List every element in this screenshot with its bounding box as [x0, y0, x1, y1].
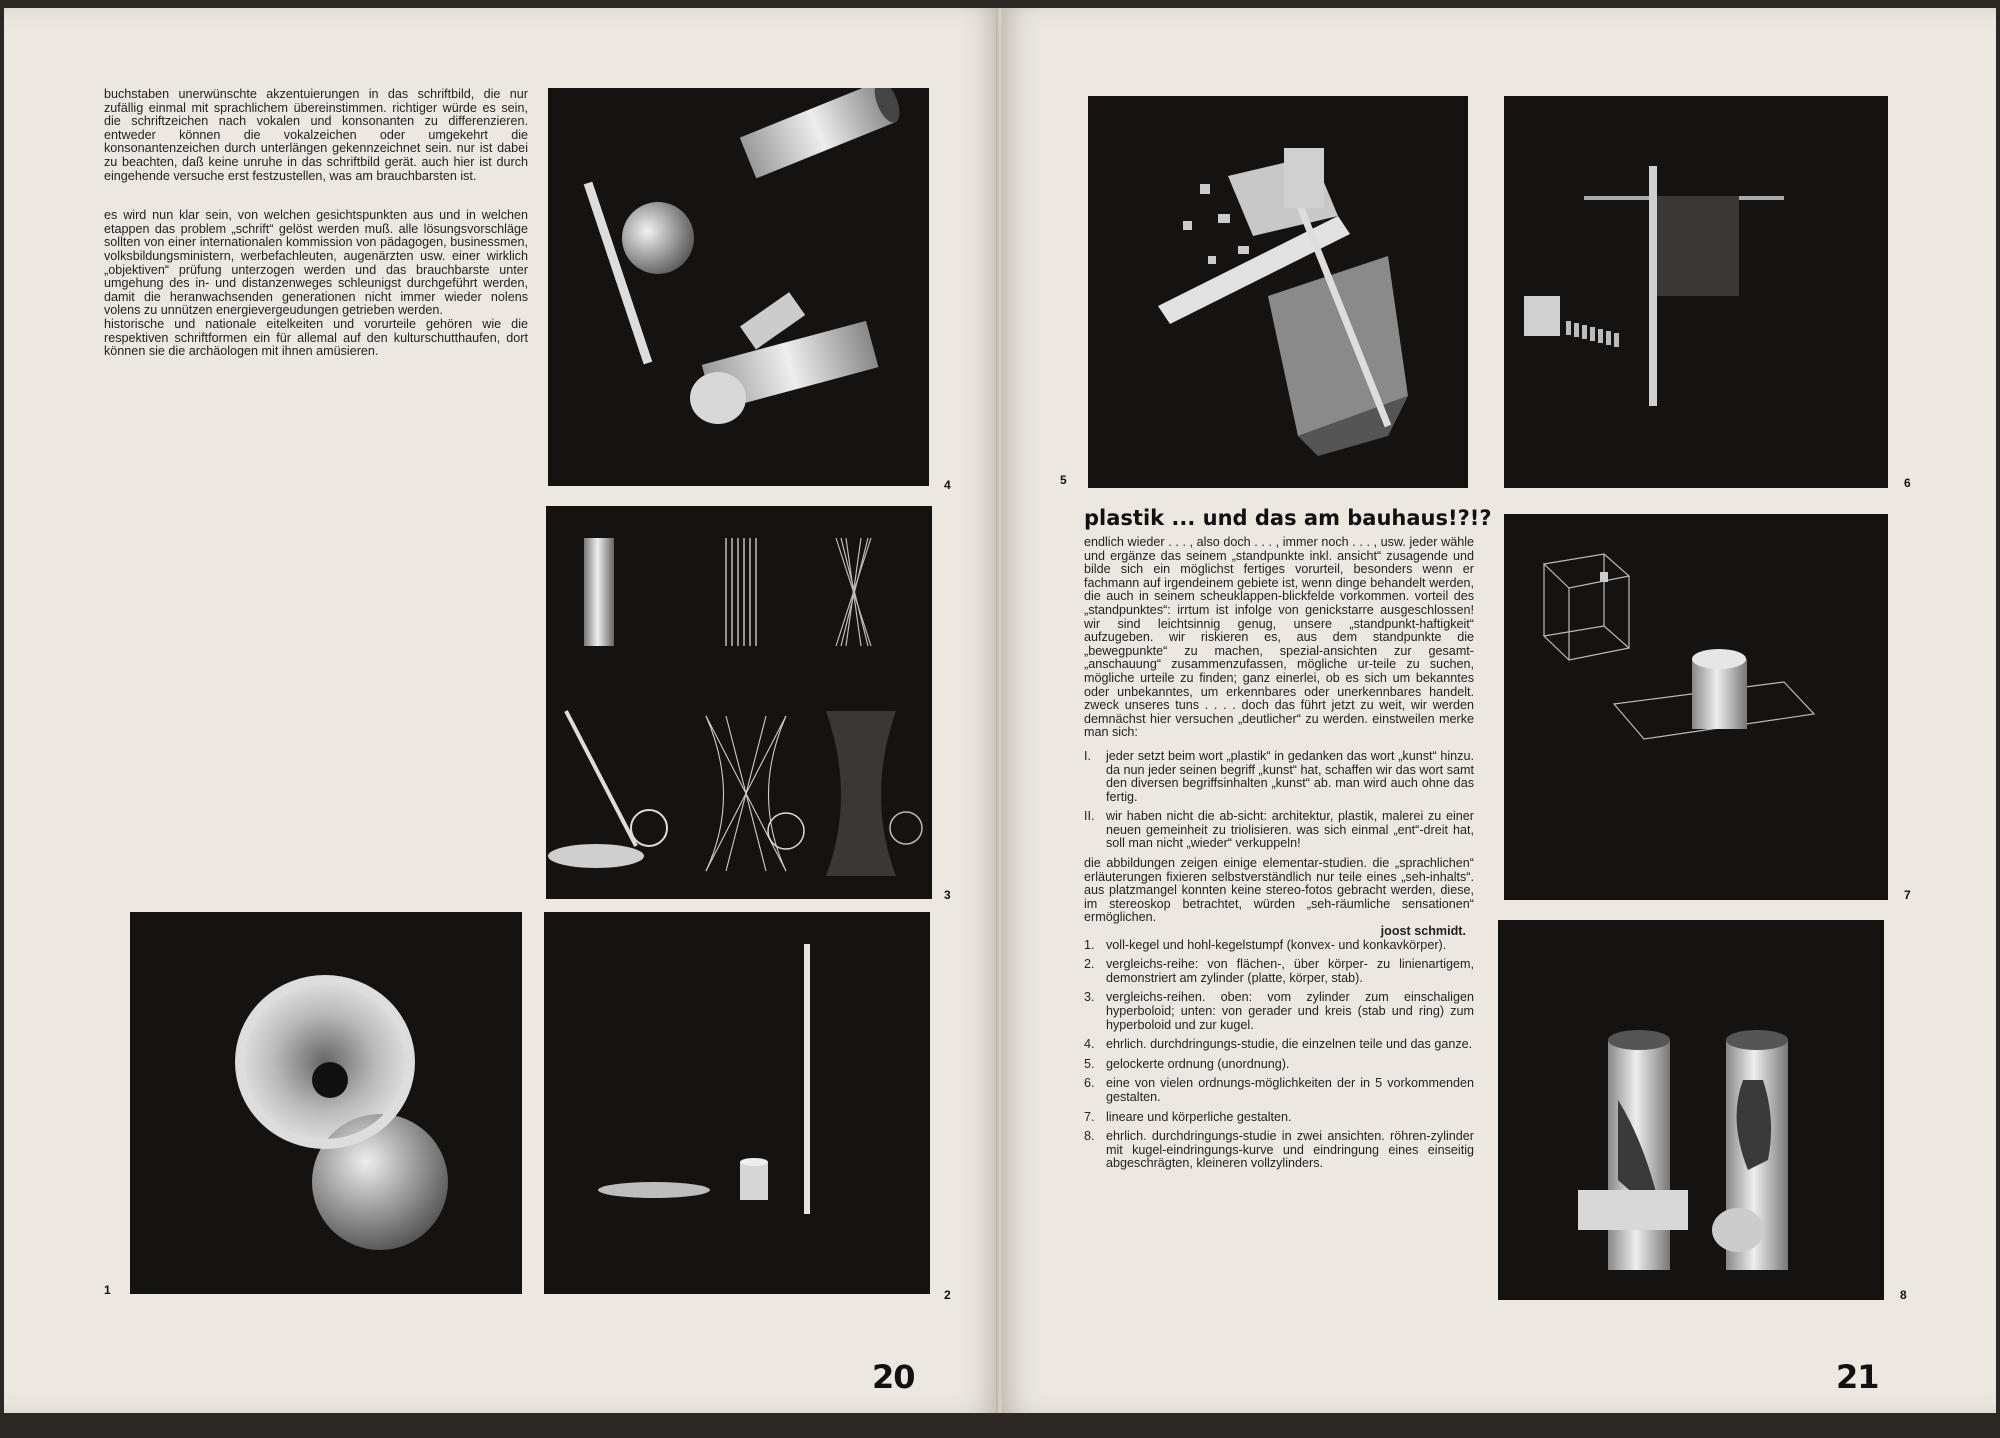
caption-6-text: eine von vielen ordnungs-möglichkeiten der in 5 vorkommenden gestalten.	[1106, 1076, 1474, 1104]
caption-list	[1084, 939, 1474, 1171]
left-page	[4, 8, 998, 1413]
figure-7-number: 7	[1904, 888, 1911, 902]
figure-2-number: 2	[944, 1288, 951, 1302]
caption-6-num: 6.	[1084, 1076, 1095, 1091]
roman-item-2-text: wir haben nicht die ab-sicht: architektur, plastik, malerei zu einer neuen gemeinheit zu triolisieren. was sich einmal „ent“-dreit hat, soll man nicht „wieder“ verkuppeln!	[1106, 809, 1474, 851]
author-signature: joost schmidt.	[1380, 924, 1466, 939]
roman-item-1-text: jeder setzt beim wort „plastik“ in gedanken das wort „kunst“ hinzu. da nun jeder seinen begriff „kunst“ hat, schaffen wir das wort samt den diversen begriffsinhalten „kunst“ ab. man wird auch ohne das fertig.	[1106, 748, 1474, 804]
caption-7-num: 7.	[1084, 1109, 1095, 1124]
figure-5-photo	[1088, 96, 1468, 488]
caption-7-text: lineare und körperliche gestalten.	[1106, 1109, 1292, 1124]
roman-list	[1084, 750, 1474, 851]
roman-item-1-num: I.	[1084, 748, 1091, 763]
roman-item-2-num: II.	[1084, 809, 1095, 824]
figure-2-photo	[544, 912, 930, 1294]
caption-7	[1084, 1111, 1474, 1125]
left-text-column	[104, 88, 528, 359]
caption-6	[1084, 1077, 1474, 1104]
page-number-right: 21	[1836, 1358, 1879, 1396]
caption-3-num: 3.	[1084, 990, 1095, 1005]
figure-7-photo	[1504, 514, 1888, 900]
figure-8-number: 8	[1900, 1288, 1907, 1302]
caption-2	[1084, 958, 1474, 985]
figure-1-number: 1	[104, 1283, 111, 1297]
left-paragraph-3: historische und nationale eitelkeiten und vorurteile gehören wie die respektiven schriftformen ein für allemal auf den kulturschutthaufen, dort können sie die archäologen mit ihnen amüsieren.	[104, 316, 528, 359]
caption-8	[1084, 1130, 1474, 1171]
caption-2-num: 2.	[1084, 957, 1095, 972]
figure-8-photo	[1498, 920, 1884, 1300]
left-paragraph-2: es wird nun klar sein, von welchen gesichtspunkten aus und in welchen etappen das problem „schrift“ gelöst werden muß. alle lösungsvorschläge sollten von einer internationalen kommission von pädagogen, businessmen, volksbildungsministern, werbefachleuten, augenärzten usw. einer wirklich „objektiven“ prüfung unterzogen werden und das brauchbarste unter umgehung des in- und distanzenweges schleunigst durchgeführt werden, damit die heranwachsenden generationen nicht immer wieder nolens volens zu unnützen energievergeudungen getrieben werden.	[104, 208, 528, 318]
article-intro: endlich wieder . . . , also doch . . . , immer noch . . . , usw. jeder wähle und ergänze das seinem „standpunkte inkl. ansicht“ zusagende und bilde sich ein möglichst fertiges vorurteil, besonders wenn er fachmann auf irgendeinem gebiete ist, wenn dinge behandelt werden, die auch in seinem scheuklappen-blickfelde vorkommen. vorteil des „standpunktes“: irrtum ist infolge von genickstarre ausgeschlossen! wir sind leichtsinnig genug, unsere „standpunkt-haftigkeit“ aufzugeben. wir riskieren es, aus dem standpunkte die „bewegpunkte“ zu machen, spezial-ansichten zur gesamt-„anschauung“ zusammenzufassen, mögliche ur-teile zu suchen, mögliche urteile zu finden; ganz einerlei, ob es sich um bekanntes oder unbekanntes, um erkennbares oder unerkennbares handelt. zweck unseres tuns . . . . doch das führt jetzt zu weit, wir werden demnächst hier versuchen „deutlicher“ zu werden. einstweilen merke man sich:	[1084, 535, 1474, 740]
caption-5-text: gelockerte ordnung (unordnung).	[1106, 1056, 1290, 1071]
caption-5-num: 5.	[1084, 1056, 1095, 1071]
caption-1	[1084, 939, 1474, 953]
figure-3-photo	[546, 506, 932, 899]
roman-item-1	[1084, 750, 1474, 804]
caption-4-text: ehrlich. durchdringungs-studie, die einzelnen teile und das ganze.	[1106, 1037, 1473, 1052]
roman-item-2	[1084, 810, 1474, 851]
caption-3	[1084, 991, 1474, 1032]
figure-3-number: 3	[944, 888, 951, 902]
left-paragraph-1: buchstaben unerwünschte akzentuierungen in das schriftbild, die nur zufällig einmal mit sprachlichem übereinstimmen. richtiger würde es sein, die schriftzeichen nach vokalen und konsonanten zu differenzieren. entweder können die vokalzeichen oder umgekehrt die konsonantenzeichen durch unterlängen gekennzeichnet sein. nur ist dabei zu beachten, daß keine unruhe in das schriftbild gerät. auch hier ist durch eingehende versuche erst festzustellen, was am brauchbarsten ist.	[104, 87, 528, 183]
caption-2-text: vergleichs-reihe: von flächen-, über körper- zu linienartigem, demonstriert am zylinder (platte, körper, stab).	[1106, 957, 1474, 985]
caption-8-text: ehrlich. durchdringungs-studie in zwei ansichten. röhren-zylinder mit kugel-eindringungs-kurve und eindringung eines einseitig abgeschrägten, kleineren vollzylinders.	[1106, 1129, 1474, 1171]
caption-1-num: 1.	[1084, 937, 1095, 952]
article-heading: plastik ... und das am bauhaus!?!?	[1084, 506, 1492, 530]
article-body	[1084, 536, 1474, 1177]
caption-1-text: voll-kegel und hohl-kegelstumpf (konvex- und konkavkörper).	[1106, 937, 1447, 952]
page-number-left: 20	[872, 1358, 915, 1396]
figure-6-number: 6	[1904, 476, 1911, 490]
caption-8-num: 8.	[1084, 1129, 1095, 1144]
figure-1-photo	[130, 912, 522, 1294]
caption-4	[1084, 1038, 1474, 1052]
article-closing: die abbildungen zeigen einige elementar-studien. die „sprachlichen“ erläuterungen fixieren selbstverständlich nur teile eines „seh-inhalts“. aus platzmangel konnten keine stereo-fotos gebracht werden, diese, im stereoskop betrachtet, würden „seh-räumliche sensationen“ ermöglichen.	[1084, 856, 1474, 925]
caption-5	[1084, 1058, 1474, 1072]
caption-3-text: vergleichs-reihen. oben: vom zylinder zum einschaligen hyperboloid; unten: von gerader und kreis (stab und ring) zum hyperboloid und zur kugel.	[1106, 990, 1474, 1032]
figure-5-number: 5	[1060, 473, 1067, 487]
figure-4-number: 4	[944, 478, 951, 492]
figure-4-photo	[548, 88, 929, 486]
figure-6-photo	[1504, 96, 1888, 488]
caption-4-num: 4.	[1084, 1037, 1095, 1052]
right-page	[1002, 8, 1996, 1413]
